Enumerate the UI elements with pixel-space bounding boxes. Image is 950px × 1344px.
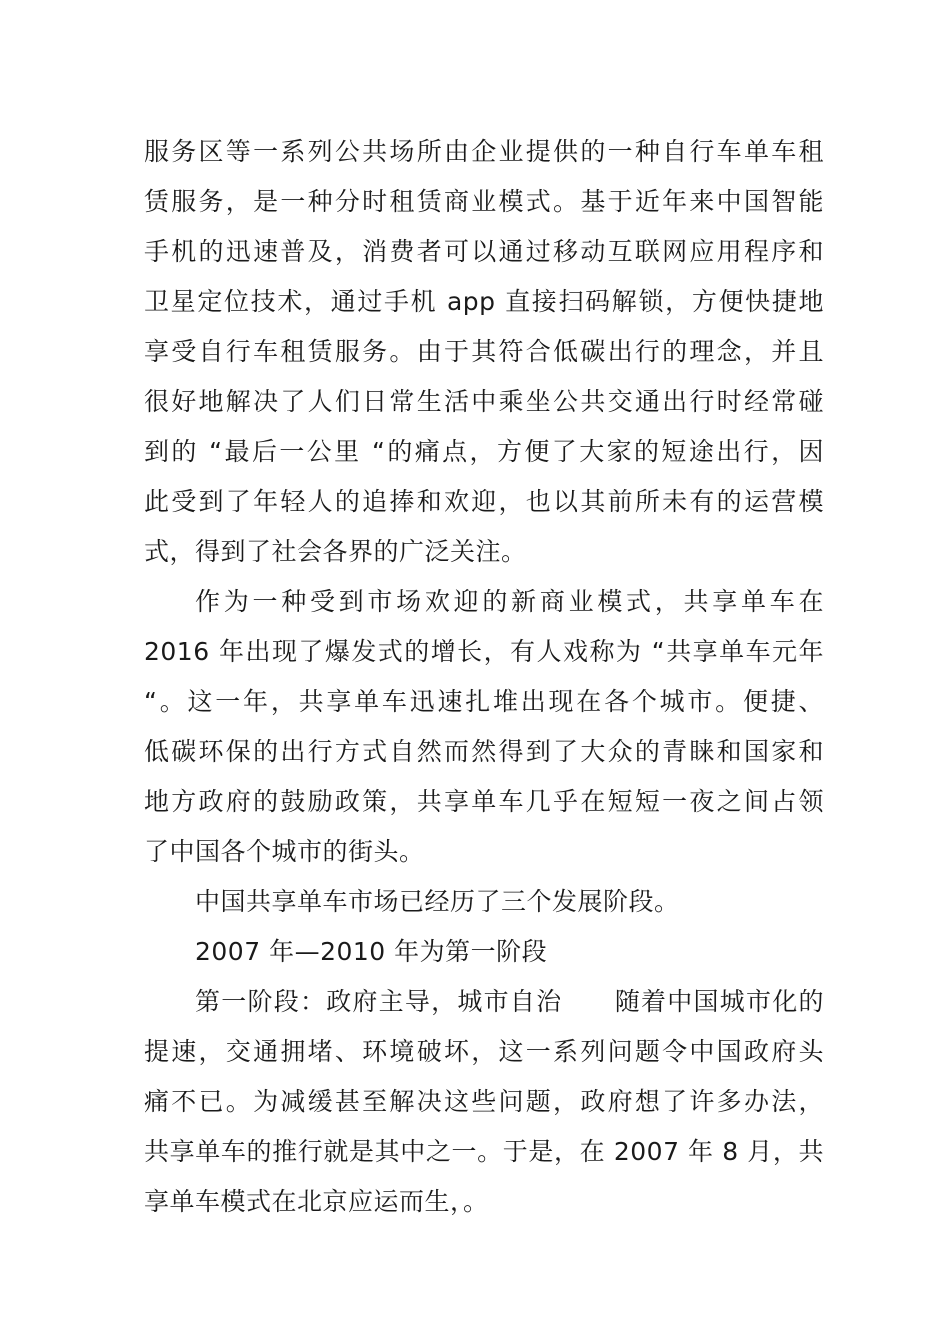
paragraph-line: 中国共享单车市场已经历了三个发展阶段。 [195,887,680,916]
paragraph-line: 作为一种受到市场欢迎的新商业模式，共享单车在 [195,587,824,616]
paragraph-line: 享单车模式在北京应运而生，。 [144,1187,489,1216]
paragraph-line: 享受自行车租赁服务。由于其符合低碳出行的理念，并且 [144,337,824,366]
paragraph-line: 此受到了年轻人的追捧和欢迎，也以其前所未有的运营模 [144,487,824,516]
paragraph-line: 共享单车的推行就是其中之一。于是，在 2007 年 8 月，共 [144,1137,824,1166]
paragraph-line: 了中国各个城市的街头。 [144,837,425,866]
paragraph-line: 第一阶段：政府主导，城市自治 随着中国城市化的 [195,987,824,1016]
paragraph-line: 手机的迅速普及，消费者可以通过移动互联网应用程序和 [144,237,824,266]
paragraph-line: 地方政府的鼓励政策，共享单车几乎在短短一夜之间占领 [144,787,824,816]
paragraph-line: 提速，交通拥堵、环境破坏，这一系列问题令中国政府头 [144,1037,824,1066]
paragraph-line: 式，得到了社会各界的广泛关注。 [144,537,527,566]
paragraph-line: 到的 “最后一公里 “的痛点，方便了大家的短途出行，因 [144,437,824,466]
paragraph-line: 赁服务，是一种分时租赁商业模式。基于近年来中国智能 [144,187,824,216]
paragraph-line: 低碳环保的出行方式自然而然得到了大众的青睐和国家和 [144,737,824,766]
section-heading: 2007 年—2010 年为第一阶段 [195,937,548,966]
paragraph-line: 很好地解决了人们日常生活中乘坐公共交通出行时经常碰 [144,387,824,416]
paragraph-line: “。这一年，共享单车迅速扎堆出现在各个城市。便捷、 [144,687,824,716]
paragraph-line: 服务区等一系列公共场所由企业提供的一种自行车单车租 [144,137,824,166]
paragraph-line: 痛不已。为减缓甚至解决这些问题，政府想了许多办法， [144,1087,824,1116]
paragraph-line: 卫星定位技术，通过手机 app 直接扫码解锁，方便快捷地 [144,287,824,316]
paragraph-line: 2016 年出现了爆发式的增长，有人戏称为 “共享单车元年 [144,637,824,666]
